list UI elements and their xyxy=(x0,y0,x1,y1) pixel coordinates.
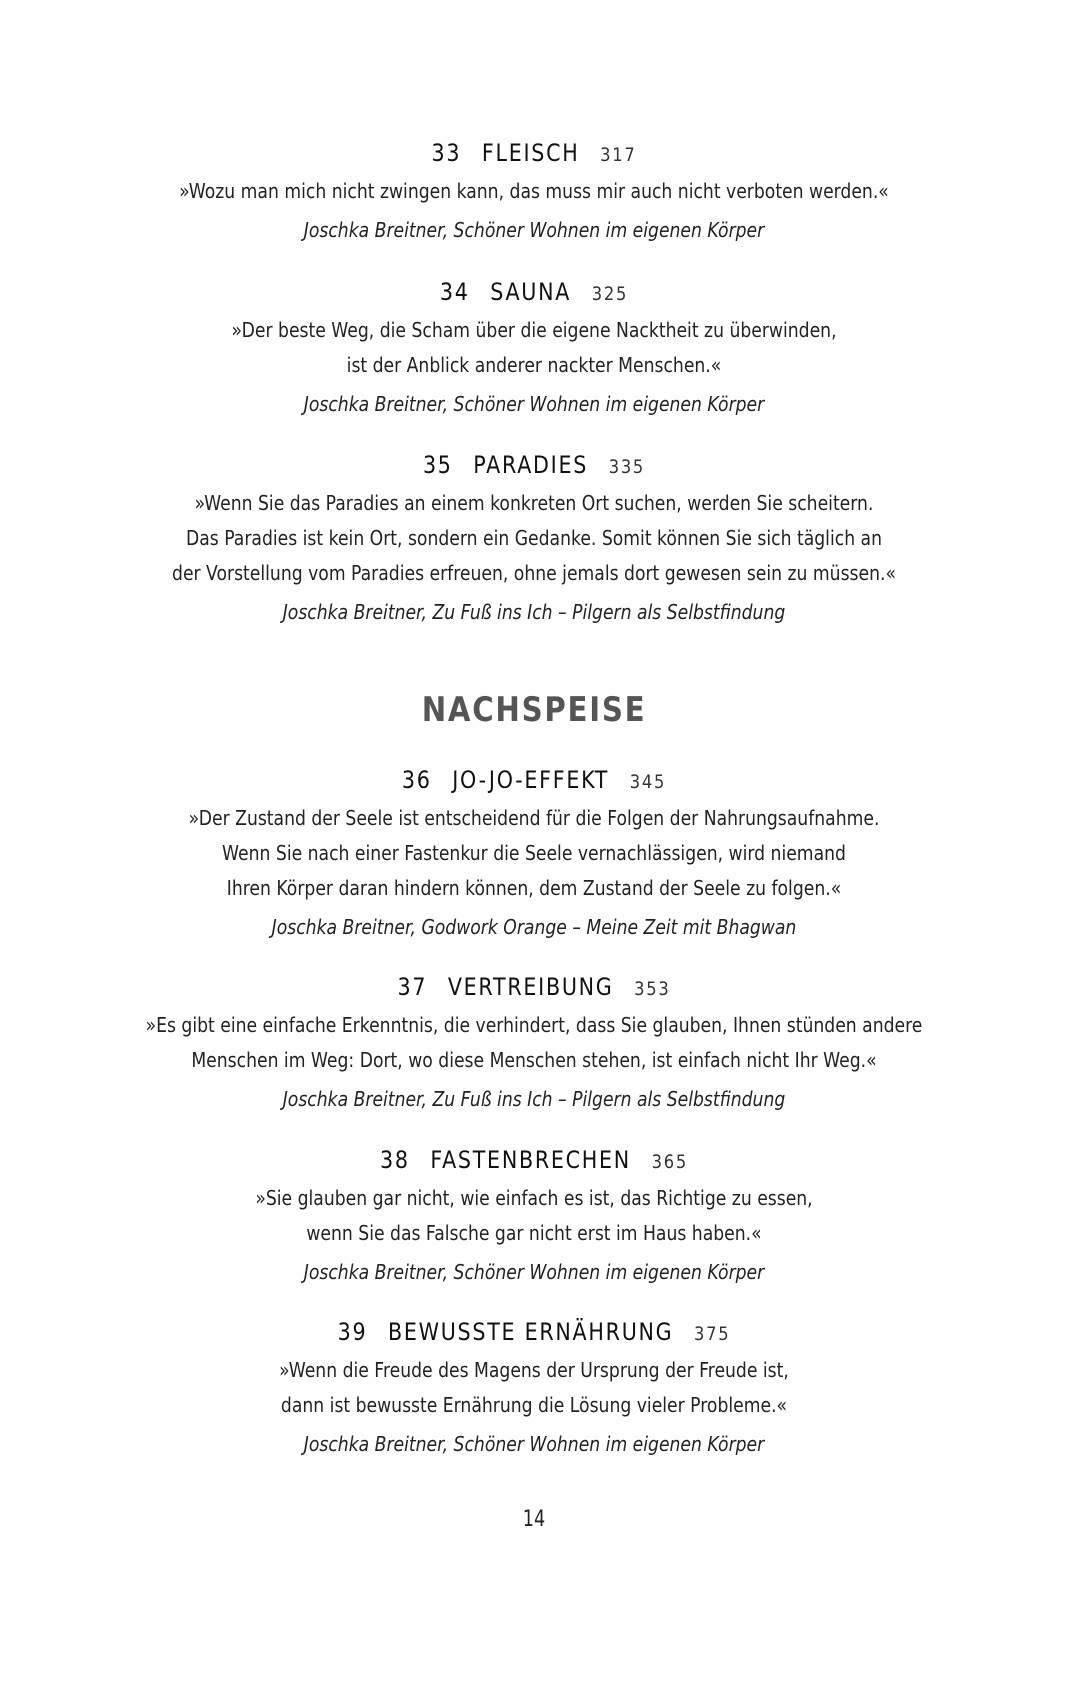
quote-line: »Wenn Sie das Paradies an einem konkreten Ort suchen, werden Sie scheitern. xyxy=(194,491,874,515)
quote-citation: Joschka Breitner, Schöner Wohnen im eigenen Körper xyxy=(303,1432,765,1456)
chapter-heading xyxy=(75,448,993,484)
chapter-quote xyxy=(75,1353,993,1423)
chapter-number: 33 xyxy=(431,139,462,167)
toc-entry-35 xyxy=(0,448,1068,629)
chapter-title: FLEISCH xyxy=(481,139,580,167)
chapter-quote xyxy=(75,174,993,209)
chapter-page: 335 xyxy=(608,456,646,478)
quote-line: ist der Anblick anderer nackter Menschen.« xyxy=(346,353,722,377)
quote-line: Wenn Sie nach einer Fastenkur die Seele vernachlässigen, wird niemand xyxy=(222,841,846,865)
section-title: NACHSPEISE xyxy=(421,690,647,730)
chapter-page: 317 xyxy=(600,144,637,166)
chapter-page: 353 xyxy=(634,978,671,1000)
chapter-title: JO-JO-EFFEKT xyxy=(452,766,610,794)
quote-line: Das Paradies ist kein Ort, sondern ein Gedanke. Somit können Sie sich täglich an xyxy=(185,526,883,550)
chapter-title: VERTREIBUNG xyxy=(447,973,614,1001)
quote-line: »Wenn die Freude des Magens der Ursprung der Freude ist, xyxy=(279,1358,789,1382)
chapter-heading xyxy=(75,763,993,799)
quote-citation: Joschka Breitner, Zu Fuß ins Ich – Pilgern als Selbstfindung xyxy=(282,600,786,624)
chapter-page: 325 xyxy=(591,283,629,305)
quote-citation: Joschka Breitner, Zu Fuß ins Ich – Pilgern als Selbstfindung xyxy=(282,1087,786,1111)
chapter-page: 375 xyxy=(694,1323,731,1345)
chapter-number: 38 xyxy=(380,1146,410,1174)
chapter-number: 34 xyxy=(439,278,470,306)
chapter-heading xyxy=(75,136,993,172)
quote-line: »Der Zustand der Seele ist entscheidend für die Folgen der Nahrungsaufnahme. xyxy=(188,806,880,830)
quote-citation: Joschka Breitner, Schöner Wohnen im eigenen Körper xyxy=(303,392,765,416)
toc-entry-34 xyxy=(0,275,1068,421)
quote-line: der Vorstellung vom Paradies erfreuen, ohne jemals dort gewesen sein zu müssen.« xyxy=(172,561,896,585)
toc-entry-33 xyxy=(0,136,1068,247)
quote-line: wenn Sie das Falsche gar nicht erst im Haus haben.« xyxy=(306,1221,762,1245)
quote-line: Ihren Körper daran hindern können, dem Zustand der Seele zu folgen.« xyxy=(226,876,842,900)
chapter-quote xyxy=(75,801,993,906)
toc-entry-36 xyxy=(0,763,1068,944)
toc-entry-38 xyxy=(0,1143,1068,1289)
quote-line: dann ist bewusste Ernährung die Lösung vieler Probleme.« xyxy=(280,1393,788,1417)
quote-line: »Der beste Weg, die Scham über die eigene Nacktheit zu überwinden, xyxy=(231,318,837,342)
chapter-page: 345 xyxy=(629,771,667,793)
chapter-number: 37 xyxy=(397,973,428,1001)
chapter-heading xyxy=(75,1315,993,1351)
toc-entry-37 xyxy=(0,970,1068,1116)
chapter-number: 35 xyxy=(422,451,453,479)
quote-citation: Joschka Breitner, Schöner Wohnen im eigenen Körper xyxy=(303,1260,765,1284)
page-number: 14 xyxy=(522,1507,546,1532)
toc-entry-39 xyxy=(0,1315,1068,1461)
chapter-title: BEWUSSTE ERNÄHRUNG xyxy=(387,1318,674,1346)
chapter-quote xyxy=(75,1181,993,1251)
chapter-number: 36 xyxy=(401,766,432,794)
chapter-title: PARADIES xyxy=(473,451,589,479)
quote-citation: Joschka Breitner, Schöner Wohnen im eigenen Körper xyxy=(303,218,765,242)
chapter-quote xyxy=(75,1008,993,1078)
chapter-heading xyxy=(75,1143,993,1179)
chapter-page: 365 xyxy=(651,1151,688,1173)
chapter-quote xyxy=(75,313,993,383)
chapter-title: SAUNA xyxy=(490,278,572,306)
quote-line: Menschen im Weg: Dort, wo diese Menschen stehen, ist einfach nicht Ihr Weg.« xyxy=(191,1048,877,1072)
quote-line: »Es gibt eine einfache Erkenntnis, die verhindert, dass Sie glauben, Ihnen stünden andere xyxy=(145,1013,923,1037)
quote-line: »Sie glauben gar nicht, wie einfach es ist, das Richtige zu essen, xyxy=(255,1186,813,1210)
quote-citation: Joschka Breitner, Godwork Orange – Meine Zeit mit Bhagwan xyxy=(271,915,797,939)
quote-line: »Wozu man mich nicht zwingen kann, das muss mir auch nicht verboten werden.« xyxy=(179,179,889,203)
chapter-heading xyxy=(75,275,993,311)
chapter-number: 39 xyxy=(337,1318,368,1346)
chapter-quote xyxy=(75,486,993,591)
chapter-title: FASTENBRECHEN xyxy=(430,1146,631,1174)
chapter-heading xyxy=(75,970,993,1006)
